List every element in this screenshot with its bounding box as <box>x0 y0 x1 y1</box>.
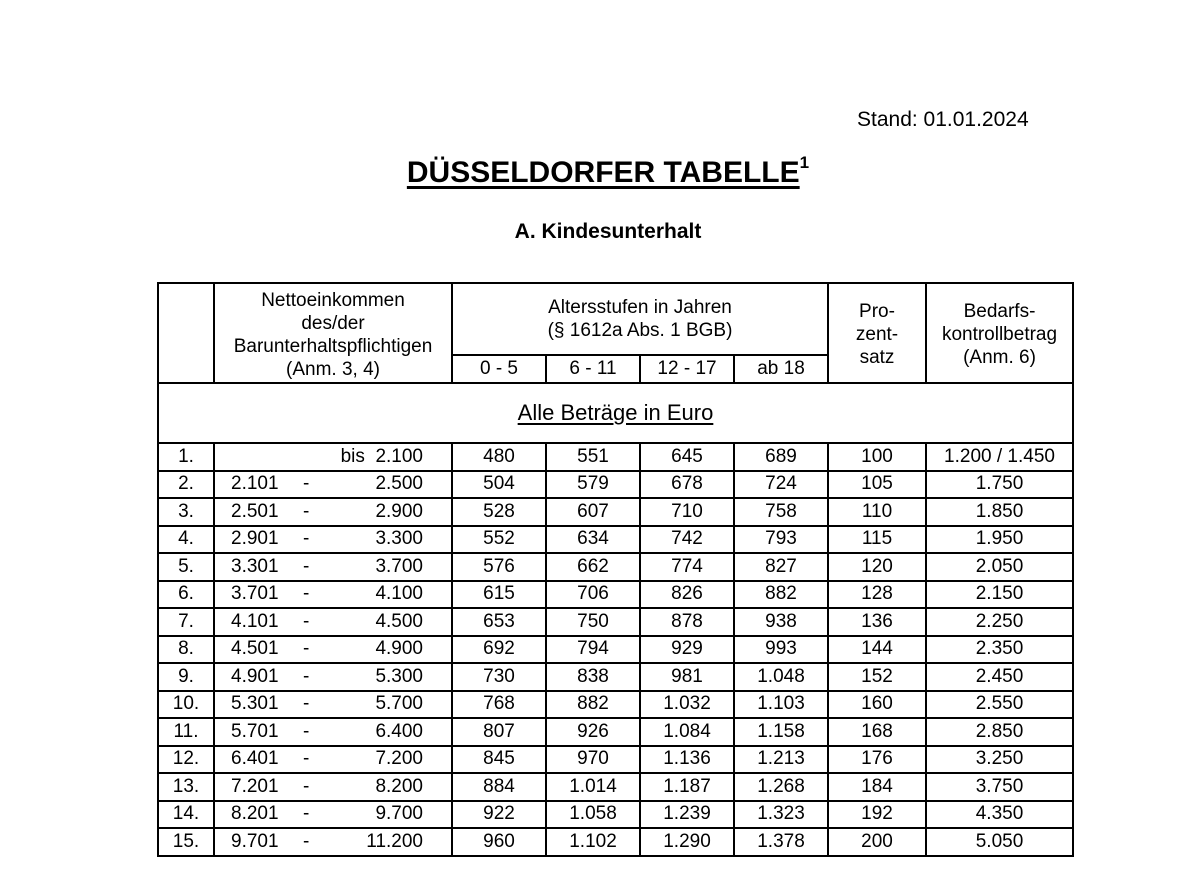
income-from: 2.901 <box>231 528 279 550</box>
amount-age-18-plus: 1.268 <box>734 773 828 801</box>
amount-age-12-17: 645 <box>640 443 734 471</box>
row-number: 15. <box>158 828 214 856</box>
percentage: 100 <box>828 443 926 471</box>
income-from: 6.401 <box>231 748 279 770</box>
amount-age-12-17: 929 <box>640 636 734 664</box>
percentage: 105 <box>828 471 926 499</box>
income-range-wrapper <box>215 830 451 854</box>
percentage: 128 <box>828 581 926 609</box>
income-from: 4.101 <box>231 610 279 632</box>
income-from: 5.701 <box>231 720 279 742</box>
header-text: Altersstufen in Jahren <box>548 297 732 318</box>
table-row <box>158 801 1073 829</box>
amount-age-0-5: 884 <box>452 773 546 801</box>
amount-age-12-17: 1.032 <box>640 691 734 719</box>
amount-age-0-5: 528 <box>452 498 546 526</box>
amount-age-6-11: 882 <box>546 691 640 719</box>
amount-age-18-plus: 1.158 <box>734 718 828 746</box>
title-footnote-marker: 1 <box>799 153 810 172</box>
header-text: kontrollbetrag <box>941 324 1058 345</box>
percentage: 110 <box>828 498 926 526</box>
row-number: 7. <box>158 608 214 636</box>
row-number: 13. <box>158 773 214 801</box>
header-age-12-17: 12 - 17 <box>640 355 734 383</box>
amount-age-12-17: 1.136 <box>640 746 734 774</box>
header-row <box>158 283 1073 355</box>
amount-age-6-11: 579 <box>546 471 640 499</box>
income-range <box>214 718 452 746</box>
income-dash: - <box>303 803 310 825</box>
income-range-wrapper <box>215 802 451 826</box>
amount-age-6-11: 1.102 <box>546 828 640 856</box>
amount-age-6-11: 706 <box>546 581 640 609</box>
income-to: 5.300 <box>375 665 423 687</box>
header-text: (Anm. 6) <box>963 347 1036 368</box>
income-to: 2.900 <box>375 500 423 522</box>
amount-age-6-11: 794 <box>546 636 640 664</box>
income-range-wrapper <box>215 747 451 771</box>
header-percent <box>828 283 926 383</box>
table-row <box>158 471 1073 499</box>
amount-age-12-17: 678 <box>640 471 734 499</box>
percentage: 192 <box>828 801 926 829</box>
percentage: 176 <box>828 746 926 774</box>
percentage: 120 <box>828 553 926 581</box>
amount-age-12-17: 1.239 <box>640 801 734 829</box>
amount-age-12-17: 1.187 <box>640 773 734 801</box>
table-row <box>158 663 1073 691</box>
control-amount: 1.750 <box>926 471 1073 499</box>
income-to: bis 2.100 <box>340 445 423 467</box>
amount-age-0-5: 480 <box>452 443 546 471</box>
control-amount: 1.850 <box>926 498 1073 526</box>
amount-age-18-plus: 1.048 <box>734 663 828 691</box>
amount-age-6-11: 662 <box>546 553 640 581</box>
header-text: Nettoeinkommen <box>261 290 405 311</box>
amount-age-0-5: 730 <box>452 663 546 691</box>
income-from: 3.301 <box>231 555 279 577</box>
amount-age-0-5: 960 <box>452 828 546 856</box>
income-range-wrapper <box>215 445 451 469</box>
income-dash: - <box>303 830 310 852</box>
table-row <box>158 691 1073 719</box>
row-number: 12. <box>158 746 214 774</box>
percentage: 152 <box>828 663 926 691</box>
header-age-0-5: 0 - 5 <box>452 355 546 383</box>
income-dash: - <box>303 748 310 770</box>
income-dash: - <box>303 610 310 632</box>
percentage: 160 <box>828 691 926 719</box>
amount-age-6-11: 970 <box>546 746 640 774</box>
income-dash: - <box>303 473 310 495</box>
amount-age-0-5: 552 <box>452 526 546 554</box>
currency-note: Alle Beträge in Euro <box>517 400 714 425</box>
income-to: 4.500 <box>375 610 423 632</box>
table-row <box>158 443 1073 471</box>
control-amount: 2.050 <box>926 553 1073 581</box>
control-amount: 2.350 <box>926 636 1073 664</box>
control-amount: 5.050 <box>926 828 1073 856</box>
income-from: 4.901 <box>231 665 279 687</box>
header-number-cell <box>158 283 214 383</box>
header-text: Bedarfs- <box>963 301 1036 322</box>
header-text: zent- <box>855 324 899 345</box>
table-row <box>158 718 1073 746</box>
income-range <box>214 691 452 719</box>
row-number: 5. <box>158 553 214 581</box>
row-number: 14. <box>158 801 214 829</box>
header-text: Pro- <box>859 301 895 322</box>
income-range <box>214 471 452 499</box>
income-range-wrapper <box>215 665 451 689</box>
amount-age-0-5: 504 <box>452 471 546 499</box>
row-number: 3. <box>158 498 214 526</box>
amount-age-18-plus: 882 <box>734 581 828 609</box>
income-range-wrapper <box>215 500 451 524</box>
income-range <box>214 828 452 856</box>
amount-age-6-11: 926 <box>546 718 640 746</box>
amount-age-0-5: 922 <box>452 801 546 829</box>
control-amount: 2.450 <box>926 663 1073 691</box>
header-control-amount <box>926 283 1073 383</box>
row-number: 8. <box>158 636 214 664</box>
amount-age-12-17: 981 <box>640 663 734 691</box>
income-range <box>214 526 452 554</box>
control-amount: 1.200 / 1.450 <box>926 443 1073 471</box>
income-from: 3.701 <box>231 583 279 605</box>
table-row <box>158 636 1073 664</box>
row-number: 11. <box>158 718 214 746</box>
income-range <box>214 608 452 636</box>
income-range-wrapper <box>215 692 451 716</box>
income-to: 4.900 <box>375 638 423 660</box>
percentage: 115 <box>828 526 926 554</box>
row-number: 2. <box>158 471 214 499</box>
header-text: des/der <box>301 313 365 334</box>
income-range-wrapper <box>215 637 451 661</box>
income-range-wrapper <box>215 720 451 744</box>
income-dash: - <box>303 720 310 742</box>
amount-age-6-11: 838 <box>546 663 640 691</box>
table-row <box>158 828 1073 856</box>
section-title: A. Kindesunterhalt <box>514 220 702 243</box>
amount-age-12-17: 774 <box>640 553 734 581</box>
amount-age-18-plus: 938 <box>734 608 828 636</box>
income-range <box>214 498 452 526</box>
income-from: 4.501 <box>231 638 279 660</box>
income-range-wrapper <box>215 582 451 606</box>
income-to: 8.200 <box>375 775 423 797</box>
income-from: 8.201 <box>231 803 279 825</box>
amount-age-0-5: 845 <box>452 746 546 774</box>
amount-age-18-plus: 689 <box>734 443 828 471</box>
currency-note-row <box>158 383 1073 443</box>
amount-age-12-17: 710 <box>640 498 734 526</box>
row-number: 1. <box>158 443 214 471</box>
control-amount: 2.850 <box>926 718 1073 746</box>
table-row <box>158 553 1073 581</box>
control-amount: 2.250 <box>926 608 1073 636</box>
child-support-table <box>157 282 1074 857</box>
percentage: 184 <box>828 773 926 801</box>
income-range <box>214 663 452 691</box>
header-text: Barunterhaltspflichtigen <box>233 336 433 357</box>
table-row <box>158 773 1073 801</box>
income-range-wrapper <box>215 610 451 634</box>
row-number: 4. <box>158 526 214 554</box>
amount-age-18-plus: 1.213 <box>734 746 828 774</box>
amount-age-18-plus: 1.378 <box>734 828 828 856</box>
control-amount: 2.550 <box>926 691 1073 719</box>
income-from: 9.701 <box>231 830 279 852</box>
income-from: 2.101 <box>231 473 279 495</box>
document-title <box>0 153 1200 190</box>
income-to: 3.300 <box>375 528 423 550</box>
income-dash: - <box>303 775 310 797</box>
control-amount: 3.750 <box>926 773 1073 801</box>
percentage: 136 <box>828 608 926 636</box>
table-row <box>158 746 1073 774</box>
amount-age-12-17: 1.084 <box>640 718 734 746</box>
percentage: 144 <box>828 636 926 664</box>
header-age-6-11: 6 - 11 <box>546 355 640 383</box>
amount-age-6-11: 1.058 <box>546 801 640 829</box>
income-range <box>214 773 452 801</box>
amount-age-18-plus: 1.323 <box>734 801 828 829</box>
header-text: (§ 1612a Abs. 1 BGB) <box>547 320 733 341</box>
income-range-wrapper <box>215 775 451 799</box>
amount-age-0-5: 768 <box>452 691 546 719</box>
amount-age-0-5: 692 <box>452 636 546 664</box>
income-range-wrapper <box>215 527 451 551</box>
amount-age-18-plus: 793 <box>734 526 828 554</box>
document-title-text: DÜSSELDORFER TABELLE <box>406 156 800 189</box>
row-number: 6. <box>158 581 214 609</box>
amount-age-12-17: 878 <box>640 608 734 636</box>
percentage: 200 <box>828 828 926 856</box>
income-dash: - <box>303 500 310 522</box>
amount-age-6-11: 634 <box>546 526 640 554</box>
income-to: 3.700 <box>375 555 423 577</box>
amount-age-12-17: 742 <box>640 526 734 554</box>
header-age-groups <box>452 283 828 355</box>
header-net-income <box>214 283 452 383</box>
amount-age-6-11: 1.014 <box>546 773 640 801</box>
income-to: 6.400 <box>375 720 423 742</box>
income-dash: - <box>303 528 310 550</box>
amount-age-18-plus: 724 <box>734 471 828 499</box>
row-number: 9. <box>158 663 214 691</box>
control-amount: 1.950 <box>926 526 1073 554</box>
amount-age-6-11: 551 <box>546 443 640 471</box>
amount-age-12-17: 1.290 <box>640 828 734 856</box>
income-to: 9.700 <box>375 803 423 825</box>
row-number: 10. <box>158 691 214 719</box>
amount-age-12-17: 826 <box>640 581 734 609</box>
amount-age-18-plus: 827 <box>734 553 828 581</box>
income-to: 2.500 <box>375 473 423 495</box>
income-range <box>214 636 452 664</box>
amount-age-0-5: 615 <box>452 581 546 609</box>
income-range <box>214 746 452 774</box>
income-range-wrapper <box>215 555 451 579</box>
income-range <box>214 553 452 581</box>
header-text: satz <box>859 347 895 368</box>
percentage: 168 <box>828 718 926 746</box>
amount-age-18-plus: 1.103 <box>734 691 828 719</box>
control-amount: 3.250 <box>926 746 1073 774</box>
table-row <box>158 608 1073 636</box>
income-to: 5.700 <box>375 693 423 715</box>
table-row <box>158 526 1073 554</box>
amount-age-0-5: 653 <box>452 608 546 636</box>
amount-age-0-5: 807 <box>452 718 546 746</box>
income-dash: - <box>303 555 310 577</box>
income-range <box>214 443 452 471</box>
stand-date: Stand: 01.01.2024 <box>857 108 1029 131</box>
currency-note-cell <box>158 383 1073 443</box>
income-dash: - <box>303 638 310 660</box>
income-range <box>214 581 452 609</box>
amount-age-0-5: 576 <box>452 553 546 581</box>
income-dash: - <box>303 665 310 687</box>
income-to: 7.200 <box>375 748 423 770</box>
income-dash: - <box>303 693 310 715</box>
amount-age-18-plus: 758 <box>734 498 828 526</box>
control-amount: 2.150 <box>926 581 1073 609</box>
table-row <box>158 581 1073 609</box>
header-text: (Anm. 3, 4) <box>286 359 380 380</box>
amount-age-6-11: 750 <box>546 608 640 636</box>
table-row <box>158 498 1073 526</box>
income-to: 4.100 <box>375 583 423 605</box>
income-from: 5.301 <box>231 693 279 715</box>
control-amount: 4.350 <box>926 801 1073 829</box>
amount-age-18-plus: 993 <box>734 636 828 664</box>
amount-age-6-11: 607 <box>546 498 640 526</box>
header-age-18-plus: ab 18 <box>734 355 828 383</box>
income-range <box>214 801 452 829</box>
income-range-wrapper <box>215 472 451 496</box>
income-to: 11.200 <box>366 830 423 852</box>
income-dash: - <box>303 583 310 605</box>
income-from: 2.501 <box>231 500 279 522</box>
income-from: 7.201 <box>231 775 279 797</box>
